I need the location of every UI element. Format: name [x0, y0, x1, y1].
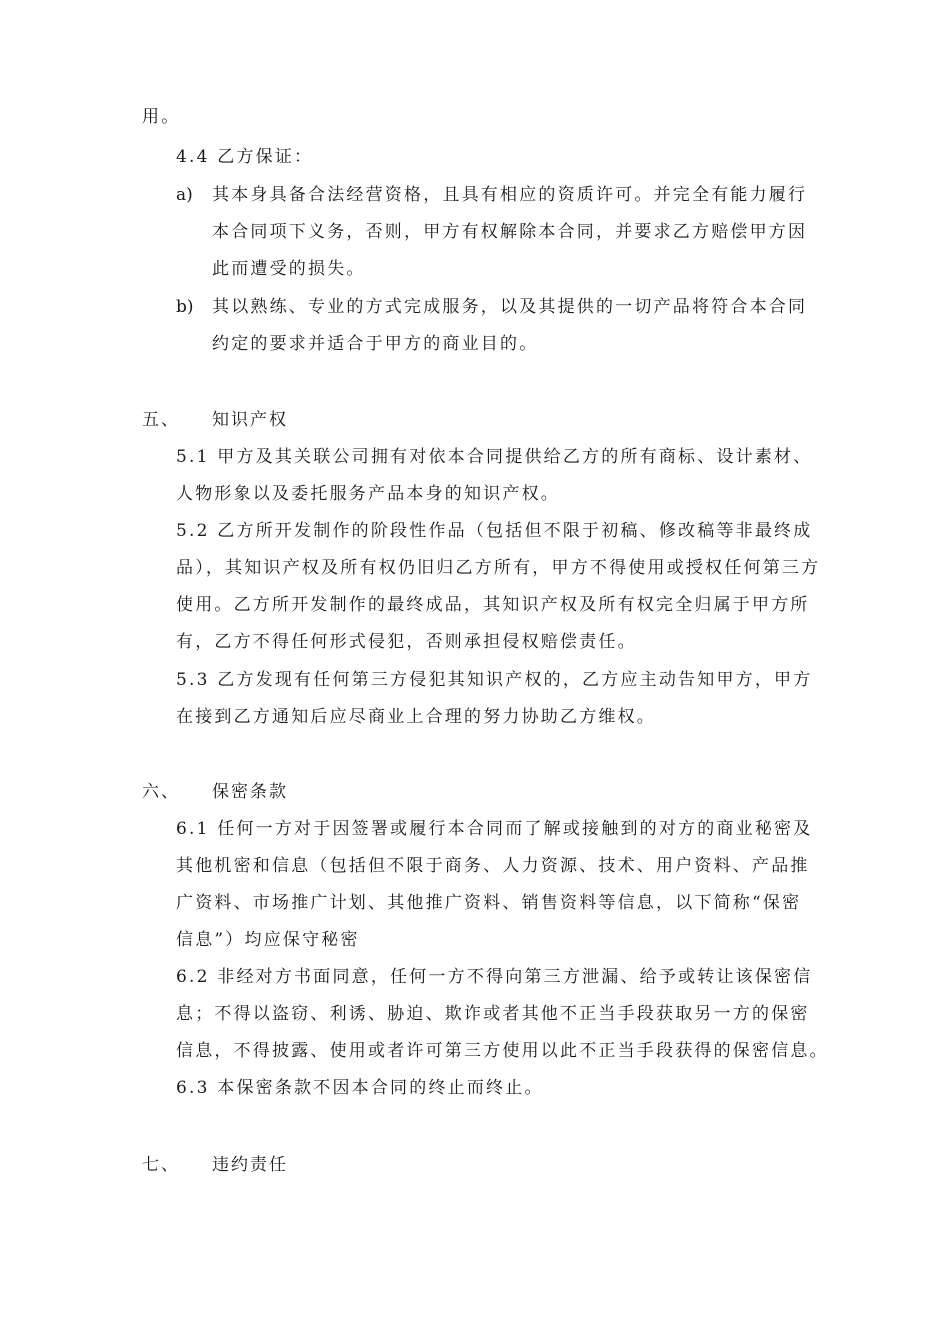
section-title: 违约责任 [212, 1155, 288, 1175]
clause-6-2-line: 息；不得以盗窃、利诱、胁迫、欺诈或者其他不正当手段获取另一方的保密 [176, 1004, 810, 1024]
section-heading-5 [142, 410, 442, 430]
clause-5-2-line: 有，乙方不得任何形式侵犯，否则承担侵权赔偿责任。 [176, 632, 637, 652]
clause-6-1-line: 广资料、市场推广计划、其他推广资料、销售资料等信息，以下简称“保密 [176, 893, 802, 913]
section-number: 七、 [142, 1155, 180, 1175]
clause-5-2-line: 使用。乙方所开发制作的最终成品，其知识产权及所有权完全归属于甲方所 [176, 595, 810, 615]
list-item-a-line: 此而遭受的损失。 [212, 259, 366, 279]
clause-6-1-line: 信息”）均应保守秘密 [176, 930, 360, 950]
section-heading-7 [142, 1155, 442, 1175]
list-item-b-line: 其以熟练、专业的方式完成服务，以及其提供的一切产品将符合本合同 [212, 297, 808, 317]
section-title: 保密条款 [212, 782, 288, 802]
section-heading-6 [142, 782, 442, 802]
clause-6-2-line: 信息，不得披露、使用或者许可第三方使用以此不正当手段获得的保密信息。 [176, 1041, 829, 1061]
clause-4-4-label: 4.4 乙方保证： [176, 147, 314, 167]
clause-6-2-line: 6.2 非经对方书面同意，任何一方不得向第三方泄漏、给予或转让该保密信 [176, 967, 813, 987]
clause-5-1-line: 人物形象以及委托服务产品本身的知识产权。 [176, 484, 560, 504]
clause-6-1-line: 其他机密和信息（包括但不限于商务、人力资源、技术、用户资料、产品推 [176, 856, 810, 876]
clause-6-1-line: 6.1 任何一方对于因签署或履行本合同而了解或接触到的对方的商业秘密及 [176, 819, 813, 839]
clause-5-2-line: 品），其知识产权及所有权仍旧归乙方所有，甲方不得使用或授权任何第三方 [176, 558, 821, 578]
list-item-a-line: 其本身具备合法经营资格，且具有相应的资质许可。并完全有能力履行 [212, 185, 808, 205]
list-marker-b: b) [176, 297, 194, 317]
clause-5-2-line: 5.2 乙方所开发制作的阶段性作品（包括但不限于初稿、修改稿等非最终成 [176, 521, 813, 541]
list-item-b-line: 约定的要求并适合于甲方的商业目的。 [212, 334, 539, 354]
section-number: 六、 [142, 782, 180, 802]
section-number: 五、 [142, 410, 180, 430]
clause-5-3-line: 5.3 乙方发现有任何第三方侵犯其知识产权的，乙方应主动告知甲方，甲方 [176, 670, 813, 690]
clause-6-3-line: 6.3 本保密条款不因本合同的终止而终止。 [176, 1078, 544, 1098]
section-title: 知识产权 [212, 410, 288, 430]
list-marker-a: a) [176, 185, 193, 205]
clause-5-3-line: 在接到乙方通知后应尽商业上合理的努力协助乙方维权。 [176, 707, 656, 727]
paragraph-fragment: 用。 [142, 107, 181, 127]
list-item-a-line: 本合同项下义务，否则，甲方有权解除本合同，并要求乙方赔偿甲方因 [212, 222, 808, 242]
clause-5-1-line: 5.1 甲方及其关联公司拥有对依本合同提供给乙方的所有商标、设计素材、 [176, 447, 813, 467]
